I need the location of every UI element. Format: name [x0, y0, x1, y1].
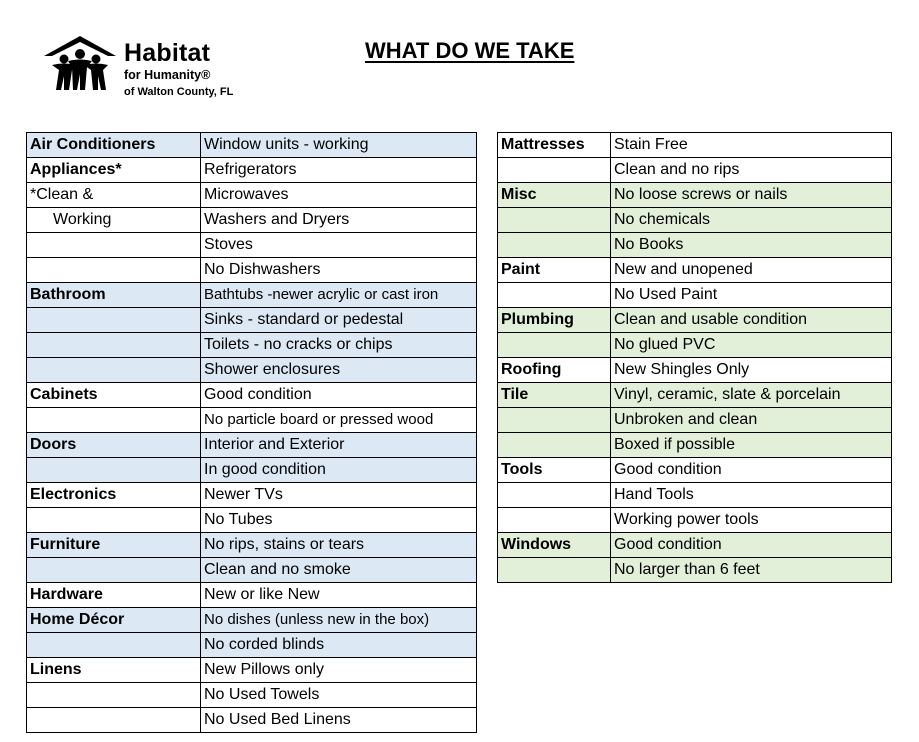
category-cell: [27, 708, 201, 733]
category-cell: Linens: [27, 658, 201, 683]
logo-subtitle: for Humanity®: [124, 68, 211, 82]
item-cell: No corded blinds: [201, 633, 477, 658]
category-cell: [27, 358, 201, 383]
category-cell: Paint: [498, 258, 611, 283]
category-cell: [498, 433, 611, 458]
item-cell: No glued PVC: [611, 333, 892, 358]
item-cell: Stain Free: [611, 133, 892, 158]
category-cell: Cabinets: [27, 383, 201, 408]
item-cell: No particle board or pressed wood: [201, 408, 477, 433]
item-cell: No Tubes: [201, 508, 477, 533]
table-row: [498, 508, 892, 533]
item-cell: Refrigerators: [201, 158, 477, 183]
category-cell: [498, 233, 611, 258]
table-row: [498, 408, 892, 433]
item-cell: Unbroken and clean: [611, 408, 892, 433]
item-cell: Clean and no rips: [611, 158, 892, 183]
category-cell: Tools: [498, 458, 611, 483]
item-cell: Hand Tools: [611, 483, 892, 508]
table-row: [27, 183, 477, 208]
item-cell: Good condition: [611, 458, 892, 483]
item-cell: Microwaves: [201, 183, 477, 208]
table-row: [498, 208, 892, 233]
table-row: [498, 133, 892, 158]
item-cell: New or like New: [201, 583, 477, 608]
table-row: [27, 158, 477, 183]
table-row: [27, 608, 477, 633]
page-title: WHAT DO WE TAKE: [365, 38, 575, 63]
category-cell: Air Conditioners: [27, 133, 201, 158]
category-cell: Misc: [498, 183, 611, 208]
item-cell: Interior and Exterior: [201, 433, 477, 458]
item-cell: No Used Bed Linens: [201, 708, 477, 733]
item-cell: New Shingles Only: [611, 358, 892, 383]
category-cell: [498, 158, 611, 183]
item-cell: No larger than 6 feet: [611, 558, 892, 583]
category-cell: [27, 308, 201, 333]
item-cell: No dishes (unless new in the box): [201, 608, 477, 633]
item-cell: Shower enclosures: [201, 358, 477, 383]
table-row: [498, 158, 892, 183]
logo-name: Habitat: [124, 39, 211, 67]
right-accept-table: [497, 132, 892, 583]
category-cell: Doors: [27, 433, 201, 458]
logo-location: of Walton County, FL: [124, 86, 234, 98]
table-row: [27, 308, 477, 333]
table-row: [27, 383, 477, 408]
item-cell: Working power tools: [611, 508, 892, 533]
table-row: [27, 233, 477, 258]
item-cell: No Used Paint: [611, 283, 892, 308]
category-cell: *Clean &: [27, 183, 201, 208]
category-cell: Furniture: [27, 533, 201, 558]
category-cell: [27, 258, 201, 283]
habitat-logo: [42, 30, 262, 102]
table-row: [27, 458, 477, 483]
item-cell: Stoves: [201, 233, 477, 258]
item-cell: Window units - working: [201, 133, 477, 158]
table-row: [498, 533, 892, 558]
item-cell: No loose screws or nails: [611, 183, 892, 208]
category-cell: [498, 408, 611, 433]
table-row: [498, 433, 892, 458]
table-row: [27, 433, 477, 458]
item-cell: Good condition: [201, 383, 477, 408]
table-row: [27, 208, 477, 233]
category-cell: [27, 408, 201, 433]
table-row: [498, 483, 892, 508]
category-cell: [498, 558, 611, 583]
category-cell: [27, 333, 201, 358]
table-row: [27, 708, 477, 733]
table-row: [27, 408, 477, 433]
table-row: [27, 658, 477, 683]
category-cell: [498, 283, 611, 308]
category-cell: Electronics: [27, 483, 201, 508]
category-cell: [498, 483, 611, 508]
category-cell: Bathroom: [27, 283, 201, 308]
category-cell: [498, 333, 611, 358]
table-row: [27, 133, 477, 158]
table-row: [498, 183, 892, 208]
item-cell: New Pillows only: [201, 658, 477, 683]
table-row: [498, 358, 892, 383]
table-row: [498, 258, 892, 283]
table-row: [498, 233, 892, 258]
table-row: [498, 383, 892, 408]
table-row: [498, 333, 892, 358]
item-cell: New and unopened: [611, 258, 892, 283]
item-cell: No Dishwashers: [201, 258, 477, 283]
item-cell: Clean and usable condition: [611, 308, 892, 333]
category-cell: [27, 558, 201, 583]
item-cell: Bathtubs -newer acrylic or cast iron: [201, 283, 477, 308]
table-row: [27, 258, 477, 283]
item-cell: Vinyl, ceramic, slate & porcelain: [611, 383, 892, 408]
table-row: [27, 508, 477, 533]
category-cell: [27, 233, 201, 258]
item-cell: Sinks - standard or pedestal: [201, 308, 477, 333]
table-row: [498, 458, 892, 483]
item-cell: No Used Towels: [201, 683, 477, 708]
table-row: [27, 283, 477, 308]
item-cell: Good condition: [611, 533, 892, 558]
category-cell: Home Décor: [27, 608, 201, 633]
category-cell: Appliances*: [27, 158, 201, 183]
item-cell: In good condition: [201, 458, 477, 483]
item-cell: Toilets - no cracks or chips: [201, 333, 477, 358]
table-row: [498, 558, 892, 583]
category-cell: Working: [27, 208, 201, 233]
table-row: [27, 583, 477, 608]
item-cell: Boxed if possible: [611, 433, 892, 458]
category-cell: Plumbing: [498, 308, 611, 333]
category-cell: Roofing: [498, 358, 611, 383]
table-row: [27, 358, 477, 383]
category-cell: [27, 508, 201, 533]
item-cell: No Books: [611, 233, 892, 258]
item-cell: Washers and Dryers: [201, 208, 477, 233]
table-row: [27, 633, 477, 658]
table-row: [27, 558, 477, 583]
category-cell: Hardware: [27, 583, 201, 608]
table-row: [27, 683, 477, 708]
category-cell: Mattresses: [498, 133, 611, 158]
category-cell: [27, 633, 201, 658]
category-cell: [498, 208, 611, 233]
item-cell: Newer TVs: [201, 483, 477, 508]
category-cell: Tile: [498, 383, 611, 408]
item-cell: No rips, stains or tears: [201, 533, 477, 558]
table-row: [27, 533, 477, 558]
table-row: [27, 483, 477, 508]
category-cell: Windows: [498, 533, 611, 558]
table-row: [498, 283, 892, 308]
left-accept-table: [26, 132, 477, 733]
category-cell: [27, 683, 201, 708]
table-row: [27, 333, 477, 358]
table-row: [498, 308, 892, 333]
category-cell: [498, 508, 611, 533]
habitat-house-people-icon: [42, 32, 120, 92]
category-cell: [27, 458, 201, 483]
item-cell: Clean and no smoke: [201, 558, 477, 583]
item-cell: No chemicals: [611, 208, 892, 233]
